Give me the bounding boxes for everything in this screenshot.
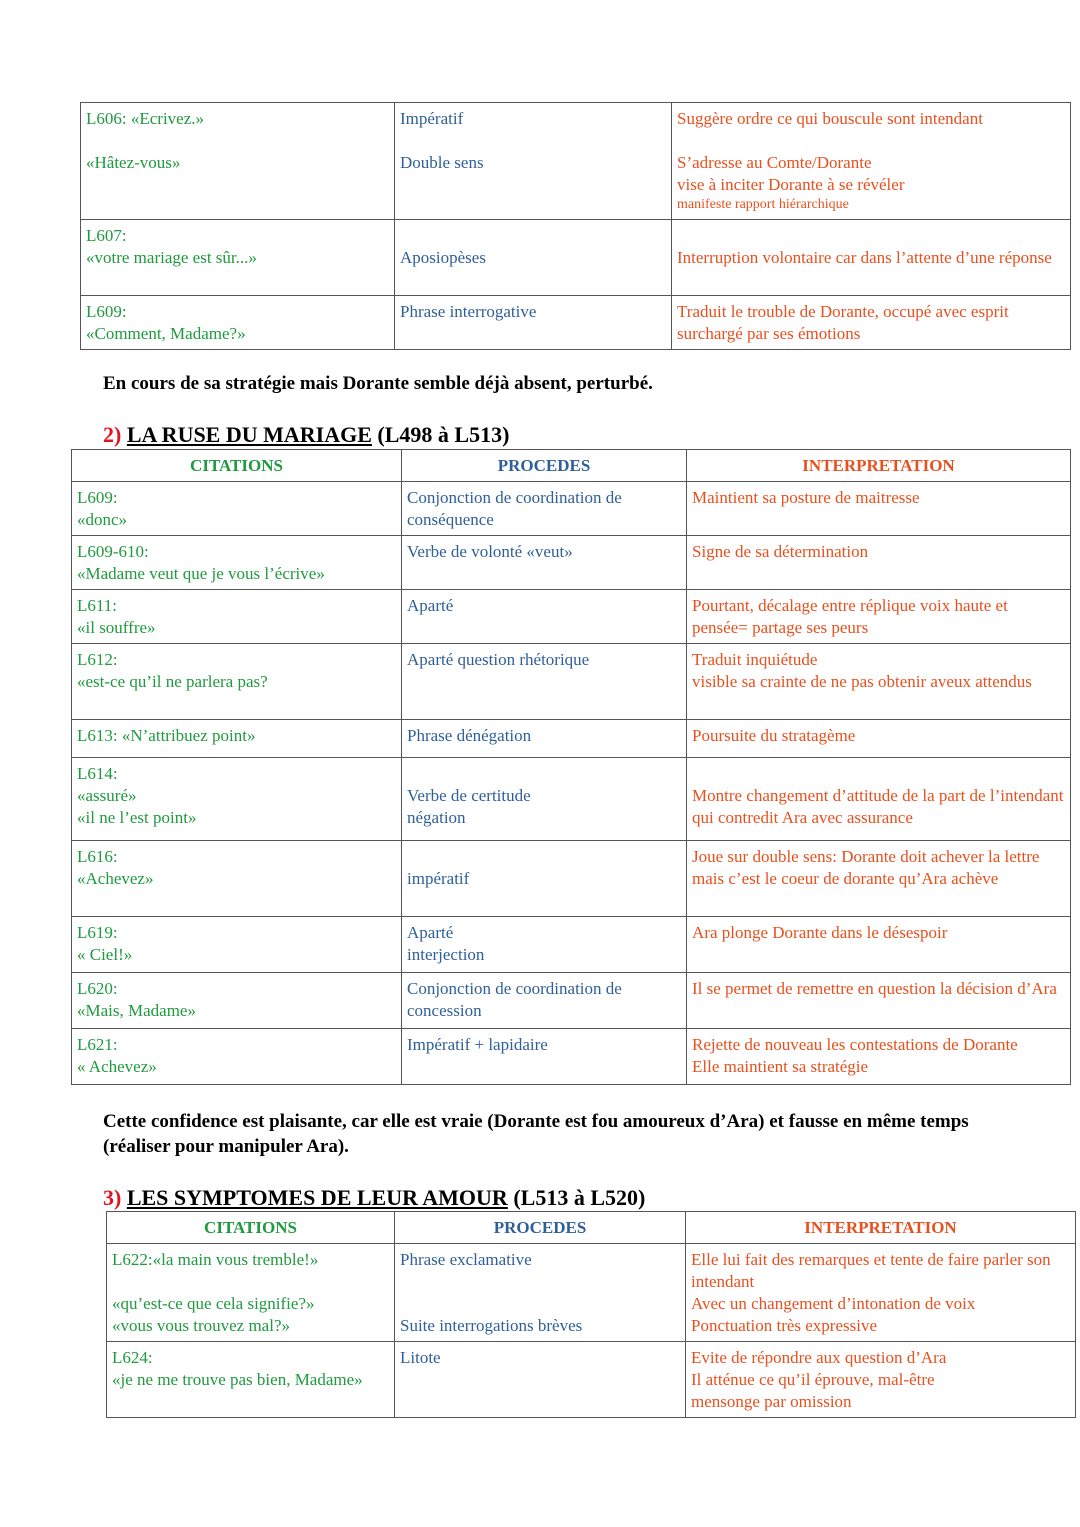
cell-text: Impératif Double sens — [400, 109, 484, 172]
cell-text: L622:«la main vous tremble!» «qu’est-ce que cela signifie?» «vous vous trouvez mal?» — [112, 1250, 319, 1335]
table-row — [72, 720, 1071, 758]
cell-citation — [72, 917, 402, 973]
cell-interpretation — [672, 220, 1071, 296]
table-row — [81, 220, 1071, 296]
cell-text: Verbe de volonté «veut» — [407, 542, 573, 561]
cell-procede — [395, 220, 672, 296]
cell-interpretation — [687, 720, 1071, 758]
cell-citation — [72, 758, 402, 841]
cell-text: Rejette de nouveau les contestations de Dorante Elle maintient sa stratégie — [692, 1035, 1018, 1076]
analysis-table-2 — [71, 449, 1071, 1085]
cell-text: Montre changement d’attitude de la part de l’intendant qui contredit Ara avec assurance — [692, 786, 1064, 827]
section-title: LA RUSE DU MARIAGE — [126, 422, 372, 447]
cell-interpretation — [687, 644, 1071, 720]
cell-text: Joue sur double sens: Dorante doit achever la lettre mais c’est le coeur de dorante qu’Ara achève — [692, 847, 1040, 888]
section-range: (L498 à L513) — [371, 422, 510, 447]
cell-text: Traduit le trouble de Dorante, occupé avec esprit surchargé par ses émotions — [677, 302, 1009, 343]
commentary-1: En cours de sa stratégie mais Dorante semble déjà absent, perturbé. — [103, 373, 653, 394]
cell-interpretation — [687, 917, 1071, 973]
cell-text: L607: «votre mariage est sûr...» — [86, 226, 257, 267]
cell-interpretation — [687, 758, 1071, 841]
cell-citation — [107, 1342, 395, 1418]
cell-procede — [402, 590, 687, 644]
cell-procede — [402, 758, 687, 841]
cell-text: L621: « Achevez» — [77, 1035, 157, 1076]
cell-text: Evite de répondre aux question d’Ara Il atténue ce qu’il éprouve, mal-être mensonge par omission — [691, 1348, 947, 1411]
cell-text: L611: «il souffre» — [77, 596, 156, 637]
cell-interpretation — [687, 590, 1071, 644]
cell-citation — [81, 296, 395, 350]
section-3-heading — [103, 1185, 645, 1211]
table-row — [72, 1029, 1071, 1085]
cell-citation — [72, 841, 402, 917]
cell-citation — [72, 973, 402, 1029]
cell-procede — [395, 103, 672, 220]
cell-text: Phrase interrogative — [400, 302, 537, 321]
header-row — [107, 1212, 1076, 1244]
cell-citation — [107, 1244, 395, 1342]
cell-interpretation — [687, 536, 1071, 590]
cell-citation — [72, 590, 402, 644]
cell-citation — [72, 1029, 402, 1085]
cell-citation — [72, 720, 402, 758]
cell-text: Interruption volontaire car dans l’attente d’une réponse — [677, 248, 1052, 267]
cell-text: L614: «assuré» «il ne l’est point» — [77, 764, 197, 827]
cell-citation — [72, 644, 402, 720]
cell-citation — [72, 536, 402, 590]
cell-text: Elle lui fait des remarques et tente de faire parler son intendant Avec un changement d’intonation de voix Ponctuation très expressive — [691, 1250, 1051, 1335]
cell-text: Aparté — [407, 596, 454, 615]
cell-text: Traduit inquiétude visible sa crainte de ne pas obtenir aveux attendus — [692, 650, 1032, 691]
cell-text: L624: «je ne me trouve pas bien, Madame» — [112, 1348, 363, 1389]
cell-text: L616: «Achevez» — [77, 847, 154, 888]
header-procede: PROCEDES — [395, 1212, 686, 1244]
cell-text: Maintient sa posture de maitresse — [692, 488, 920, 507]
table-row — [72, 973, 1071, 1029]
cell-procede — [402, 482, 687, 536]
cell-text: Aposiopèses — [400, 248, 486, 267]
header-procede: PROCEDES — [402, 450, 687, 482]
table-row — [72, 482, 1071, 536]
cell-procede — [402, 536, 687, 590]
cell-interpretation — [687, 1029, 1071, 1085]
cell-citation — [81, 103, 395, 220]
table-row — [107, 1342, 1076, 1418]
cell-text: Aparté interjection — [407, 923, 485, 964]
section-number: 3) — [103, 1185, 122, 1210]
cell-text: Ara plonge Dorante dans le désespoir — [692, 923, 948, 942]
cell-text: L619: « Ciel!» — [77, 923, 133, 964]
table-row — [72, 536, 1071, 590]
cell-procede — [402, 720, 687, 758]
cell-text: Conjonction de coordination de concession — [407, 979, 622, 1020]
cell-citation — [81, 220, 395, 296]
cell-text: Poursuite du stratagème — [692, 726, 856, 745]
cell-interpretation — [686, 1244, 1076, 1342]
cell-text: Aparté question rhétorique — [407, 650, 590, 669]
table-row — [72, 644, 1071, 720]
analysis-table-3 — [106, 1211, 1076, 1418]
cell-text: Il se permet de remettre en question la décision d’Ara — [692, 979, 1057, 998]
cell-interpretation — [687, 482, 1071, 536]
header-citation: CITATIONS — [107, 1212, 395, 1244]
cell-procede — [395, 296, 672, 350]
cell-text: impératif — [407, 869, 470, 888]
cell-text: L606: «Ecrivez.» «Hâtez-vous» — [86, 109, 205, 172]
cell-text: L613: «N’attribuez point» — [77, 726, 256, 745]
cell-text: Conjonction de coordination de conséquence — [407, 488, 622, 529]
cell-text: Suggère ordre ce qui bouscule sont intendant S’adresse au Comte/Dorante vise à inciter Dorante à se révéler — [677, 109, 983, 194]
cell-text: L612: «est-ce qu’il ne parlera pas? — [77, 650, 268, 691]
cell-text: L609: «donc» — [77, 488, 128, 529]
cell-text: Pourtant, décalage entre réplique voix haute et pensée= partage ses peurs — [692, 596, 1008, 637]
cell-procede — [395, 1342, 686, 1418]
cell-procede — [402, 973, 687, 1029]
header-row — [72, 450, 1071, 482]
table-row — [107, 1244, 1076, 1342]
cell-interpretation — [686, 1342, 1076, 1418]
cell-procede — [395, 1244, 686, 1342]
section-2-heading — [103, 422, 509, 448]
header-citation: CITATIONS — [72, 450, 402, 482]
commentary-2: Cette confidence est plaisante, car elle est vraie (Dorante est fou amoureux d’Ara) et fausse en même temps (réaliser pour manipuler Ara). — [103, 1111, 969, 1157]
cell-text: Phrase exclamative Suite interrogations brèves — [400, 1250, 583, 1335]
cell-text: Signe de sa détermination — [692, 542, 869, 561]
table-row — [72, 841, 1071, 917]
cell-interpretation — [687, 973, 1071, 1029]
cell-interpretation — [672, 103, 1071, 220]
cell-interpretation — [672, 296, 1071, 350]
cell-procede — [402, 841, 687, 917]
cell-procede — [402, 917, 687, 973]
section-range: (L513 à L520) — [507, 1185, 646, 1210]
table-row — [72, 590, 1071, 644]
cell-text: L620: «Mais, Madame» — [77, 979, 196, 1020]
header-interpretation: INTERPRETATION — [686, 1212, 1076, 1244]
cell-text: L609: «Comment, Madame?» — [86, 302, 246, 343]
cell-text: Litote — [400, 1348, 441, 1367]
cell-citation — [72, 482, 402, 536]
table-row — [81, 103, 1071, 220]
header-interpretation: INTERPRETATION — [687, 450, 1071, 482]
cell-text: Impératif + lapidaire — [407, 1035, 548, 1054]
section-number: 2) — [103, 422, 122, 447]
cell-text: Verbe de certitude négation — [407, 786, 531, 827]
table-row — [81, 296, 1071, 350]
cell-interpretation — [687, 841, 1071, 917]
cell-procede — [402, 644, 687, 720]
cell-text: Phrase dénégation — [407, 726, 532, 745]
cell-procede — [402, 1029, 687, 1085]
table-row — [72, 758, 1071, 841]
section-title: LES SYMPTOMES DE LEUR AMOUR — [126, 1185, 508, 1210]
analysis-table-1 — [80, 102, 1071, 350]
table-row — [72, 917, 1071, 973]
cell-note: manifeste rapport hiérarchique — [677, 197, 849, 212]
cell-text: L609-610: «Madame veut que je vous l’écrive» — [77, 542, 325, 583]
